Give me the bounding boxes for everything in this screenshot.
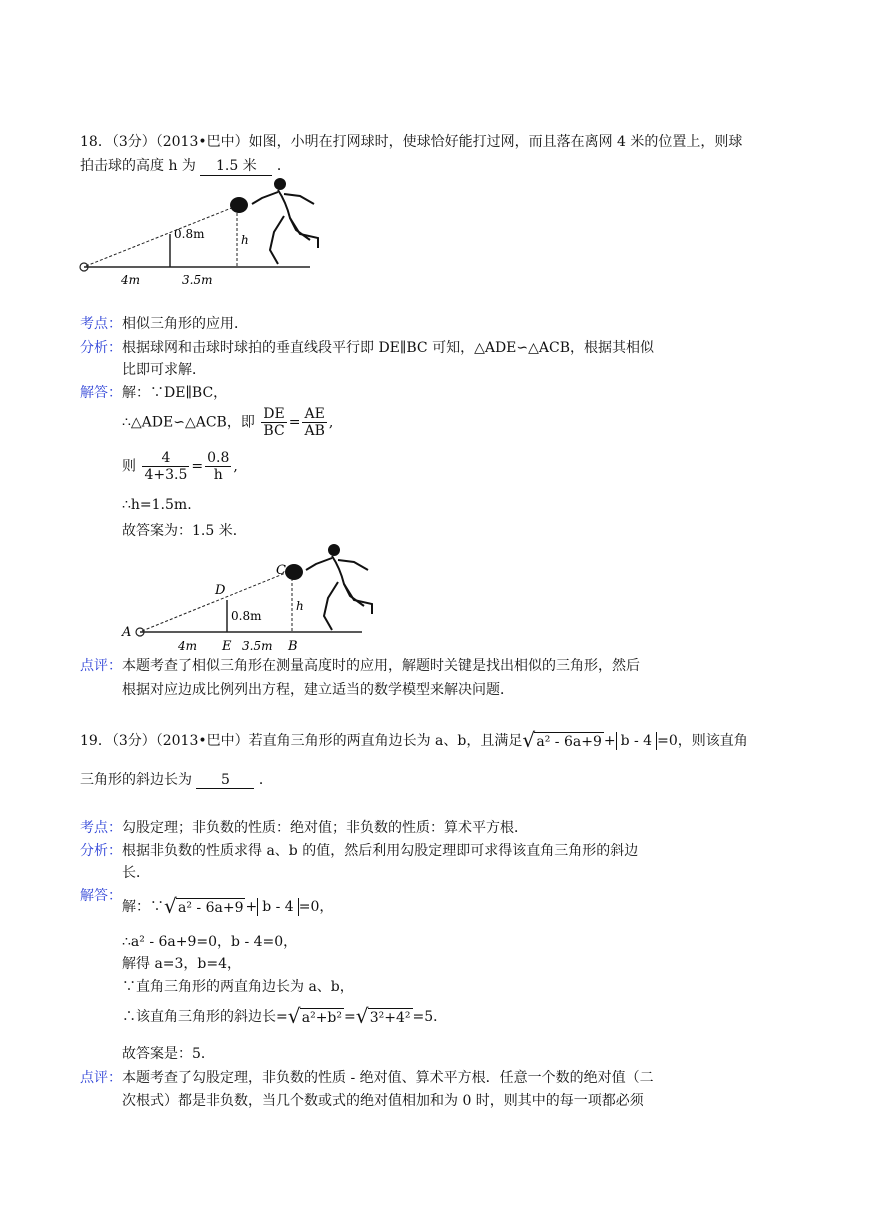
q18-jieda (80, 382, 227, 402)
q18-kaodian-label: 考点： (80, 316, 122, 332)
fraction-08-over-h (205, 450, 231, 483)
q18-answer: 1.5 米 (200, 155, 272, 176)
sqrt-a2-plus-b2 (288, 1008, 344, 1026)
point-d-label: D (215, 583, 226, 598)
ball-trajectory-2 (142, 572, 288, 631)
q19-step4: ∵直角三角形的两直角边长为 a、b， (122, 979, 354, 995)
frac-num-de: DE (263, 406, 285, 422)
fig2-h-label: h (296, 599, 304, 613)
q18-step5: 故答案为：1.5 米． (122, 523, 247, 539)
q18-dianping-label: 点评： (80, 658, 122, 674)
racket-head-2 (285, 564, 303, 580)
q19-answer: 5 (196, 772, 254, 789)
frac-den-4plus35: 4+3.5 (144, 467, 188, 483)
q18-step2: ∴△ADE∽△ACB，即 $\frac{DE}{BC}$ = $\frac{AE}{AB}$ , (122, 406, 334, 439)
q18-stem-suffix: ． (276, 158, 291, 174)
racket-head (230, 197, 248, 213)
point-a-label: A (122, 625, 132, 640)
q19-jieda-label: 解答： (80, 888, 122, 904)
q18-step3-prefix: 则 (122, 458, 136, 475)
fig2-right-distance: 3.5m (242, 639, 273, 653)
fraction-4-over-4plus35 (142, 450, 189, 483)
q18-step1: 解：∵DE∥BC， (122, 385, 228, 401)
q19-stem-prefix: 19．（3分）（2013•巴中）若直角三角形的两直角边长为 a、b，且满足 (80, 733, 523, 749)
point-c-label: C (276, 563, 286, 578)
q19-kaodian-label: 考点： (80, 820, 122, 836)
q19-dianping-line2: 次根式）都是非负数，当几个数或式的绝对值相加和为 0 时，则其中的每一项都必须 (122, 1093, 644, 1109)
q19-step1-suffix: =0， (298, 899, 334, 915)
frac-num-ae: AE (302, 406, 326, 423)
q19-step5-suffix: =5． (412, 1009, 448, 1025)
frac-den-ab: AB (304, 423, 325, 439)
q19-stem-line2 (80, 769, 273, 789)
q18-stem-prefix: 拍击球的高度 h 为 (80, 158, 196, 174)
absolute-value-2: b - 4 (257, 898, 299, 916)
sqrt-radicand-a2b2: a²+b² (301, 1010, 342, 1026)
frac-den-bc: BC (263, 423, 285, 439)
q19-fenxi (80, 840, 638, 860)
q18-figure-1 (74, 174, 334, 290)
q19-stem-prefix2: 三角形的斜边长为 (80, 772, 192, 788)
absolute-value-1: b - 4 (616, 732, 658, 750)
q18-step2-prefix: ∴△ADE∽△ACB，即 (122, 414, 255, 431)
q19-step2: ∴a² - 6a+9=0，b - 4=0， (122, 934, 298, 950)
q19-stem-suffix: =0，则该直角 (657, 733, 748, 749)
q19-step1: 解：∵√ a² - 6a+9 + b - 4 =0， (122, 896, 333, 916)
fig1-h-label: h (241, 233, 249, 247)
q19-kaodian (80, 817, 528, 837)
fraction-de-bc (261, 406, 286, 439)
fraction-ae-ab (302, 406, 326, 439)
q19-step6: 故答案是：5． (122, 1046, 215, 1062)
q19-fenxi-line2: 长． (122, 865, 150, 881)
q19-fenxi-label: 分析： (80, 843, 122, 859)
frac-den-h: h (213, 467, 223, 483)
q18-stem-line1: 18．（3分）（2013•巴中）如图，小明在打网球时，使球恰好能打过网，而且落在离网 4 米的位置上，则球 (80, 134, 743, 150)
q18-dianping (80, 655, 640, 675)
q18-dianping-line2: 根据对应边成比例列出方程，建立适当的数学模型来解决问题． (122, 682, 514, 698)
frac-num-4: 4 (142, 450, 189, 467)
point-b-label: B (288, 639, 298, 654)
fig2-net-label: 0.8m (231, 609, 262, 623)
sqrt-expression-2 (164, 898, 245, 916)
q19-dianping-label: 点评： (80, 1070, 122, 1086)
q18-fenxi (80, 337, 654, 357)
q18-dianping-line1: 本题考查了相似三角形在测量高度时的应用，解题时关键是找出相似的三角形，然后 (122, 658, 640, 674)
q18-stem-line2 (80, 155, 291, 176)
q19-step5: ∴该直角三角形的斜边长=√ a²+b² =√ 3²+4² =5． (122, 1006, 447, 1026)
sqrt-radicand-2: a² - 6a+9 (178, 900, 244, 916)
q18-fenxi-line2: 比即可求解． (122, 362, 206, 378)
q18-kaodian-text: 相似三角形的应用． (122, 316, 248, 332)
sqrt-expression-1 (522, 732, 603, 750)
point-e-label: E (222, 639, 232, 654)
q18-fenxi-label: 分析： (80, 340, 122, 356)
sqrt-radicand-3sq4sq: 3²+4² (369, 1010, 411, 1026)
q19-dianping (80, 1067, 654, 1087)
q19-stem-suffix2: ． (258, 772, 273, 788)
q19-step1-prefix: 解：∵ (122, 899, 164, 915)
frac-num-08: 0.8 (207, 450, 230, 466)
q18-step3: 则 $\frac{4}{4+3.5}$ = $\frac{0.8}{h}$ , (122, 450, 238, 483)
q18-figure-2 (118, 542, 388, 654)
q19-kaodian-text: 勾股定理；非负数的性质：绝对值；非负数的性质：算术平方根． (122, 820, 528, 836)
q19-dianping-line1: 本题考查了勾股定理，非负数的性质 - 绝对值、算术平方根．任意一个数的绝对值（二 (122, 1070, 654, 1086)
q19-step3: 解得 a=3，b=4， (122, 956, 242, 972)
q18-jieda-label: 解答： (80, 385, 122, 401)
q19-fenxi-line1: 根据非负数的性质求得 a、b 的值，然后利用勾股定理即可求得该直角三角形的斜边 (122, 843, 639, 859)
q19-stem-line1: 19．（3分）（2013•巴中）若直角三角形的两直角边长为 a、b，且满足√ a² - 6a+9 + b - 4 =0，则该直角 (80, 730, 748, 750)
q19-jieda-label-wrap (80, 885, 122, 905)
ball-trajectory (86, 207, 234, 266)
player-figure (252, 179, 318, 264)
fig1-left-distance: 4m (121, 273, 141, 287)
q18-fenxi-line1: 根据球网和击球时球拍的垂直线段平行即 DE∥BC 可知，△ADE∽△ACB，根据其相似 (122, 340, 654, 356)
sqrt-radicand-1: a² - 6a+9 (536, 734, 602, 750)
q18-step4: ∴h=1.5m. (122, 497, 192, 513)
q19-step5-prefix: ∴该直角三角形的斜边长= (122, 1009, 288, 1025)
player-figure-2 (306, 545, 372, 630)
q18-kaodian (80, 313, 248, 333)
sqrt-3sq-plus-4sq (356, 1008, 413, 1026)
fig2-left-distance: 4m (178, 639, 198, 653)
fig1-net-label: 0.8m (174, 227, 205, 241)
fig1-right-distance: 3.5m (182, 273, 213, 287)
